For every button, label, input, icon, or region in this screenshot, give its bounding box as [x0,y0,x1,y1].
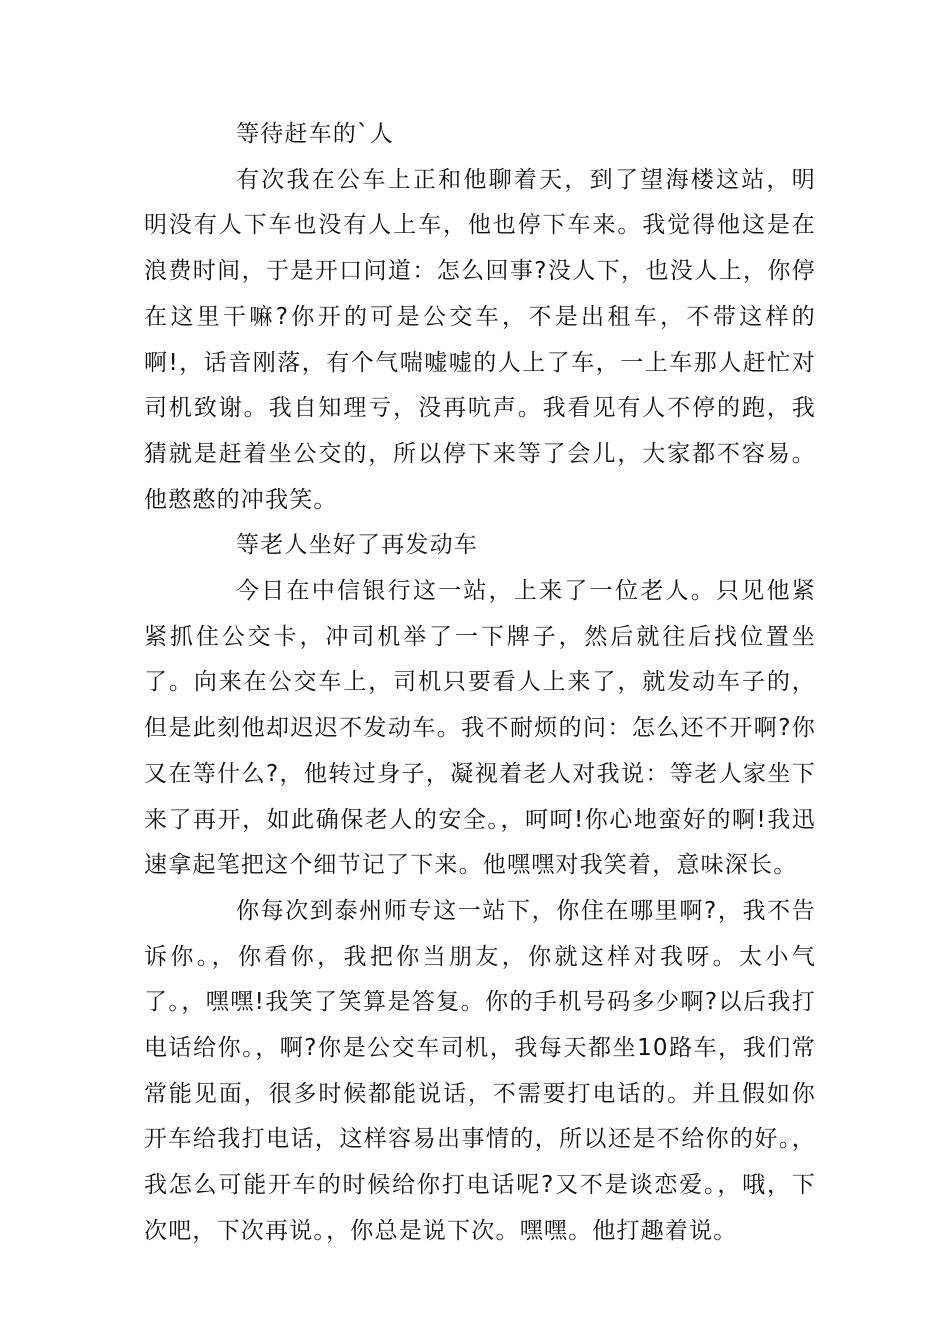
paragraph-waiting-passenger: 有次我在公车上正和他聊着天，到了望海楼这站，明明没有人下车也没有人上车，他也停下车来。我觉得他这是在浪费时间，于是开口问道：怎么回事?没人下，也没人上，你停在这里干嘛?你开的可是公交车，不是出租车，不带这样的啊!，话音刚落，有个气喘嘘嘘的人上了车，一上车那人赶忙对司机致谢。我自知理亏，没再吭声。我看见有人不停的跑，我猜就是赶着坐公交的，所以停下来等了会儿，大家都不容易。他憨憨的冲我笑。 [144,166,816,513]
section-heading-waiting-passenger: 等待赶车的`人 [236,121,394,147]
section-heading-elderly-seated: 等老人坐好了再发动车 [236,532,478,559]
document-body [144,112,816,1255]
paragraph-elderly-seated: 今日在中信银行这一站，上来了一位老人。只见他紧紧抓住公交卡，冲司机举了一下牌子，然后就往后找位置坐了。向来在公交车上，司机只要看人上来了，就发动车子的，但是此刻他却迟迟不发动车。我不耐烦的问：怎么还不开啊?你又在等什么?，他转过身子，凝视着老人对我说：等老人家坐下来了再开，如此确保老人的安全。，呵呵!你心地蛮好的啊!我迅速拿起笔把这个细节记了下来。他嘿嘿对我笑着，意味深长。 [144,578,816,879]
paragraph-phone-conversation: 你每次到泰州师专这一站下，你住在哪里啊?，我不告诉你。，你看你，我把你当朋友，你就这样对我呀。太小气了。，嘿嘿!我笑了笑算是答复。你的手机号码多少啊?以后我打电话给你。，啊?你是公交车司机，我每天都坐10路车，我们常常能见面，很多时候都能说话，不需要打电话的。并且假如你开车给我打电话，这样容易出事情的，所以还是不给你的好。，我怎么可能开车的时候给你打电话呢?又不是谈恋爱。，哦，下次吧，下次再说。，你总是说下次。嘿嘿。他打趣着说。 [144,897,816,1244]
